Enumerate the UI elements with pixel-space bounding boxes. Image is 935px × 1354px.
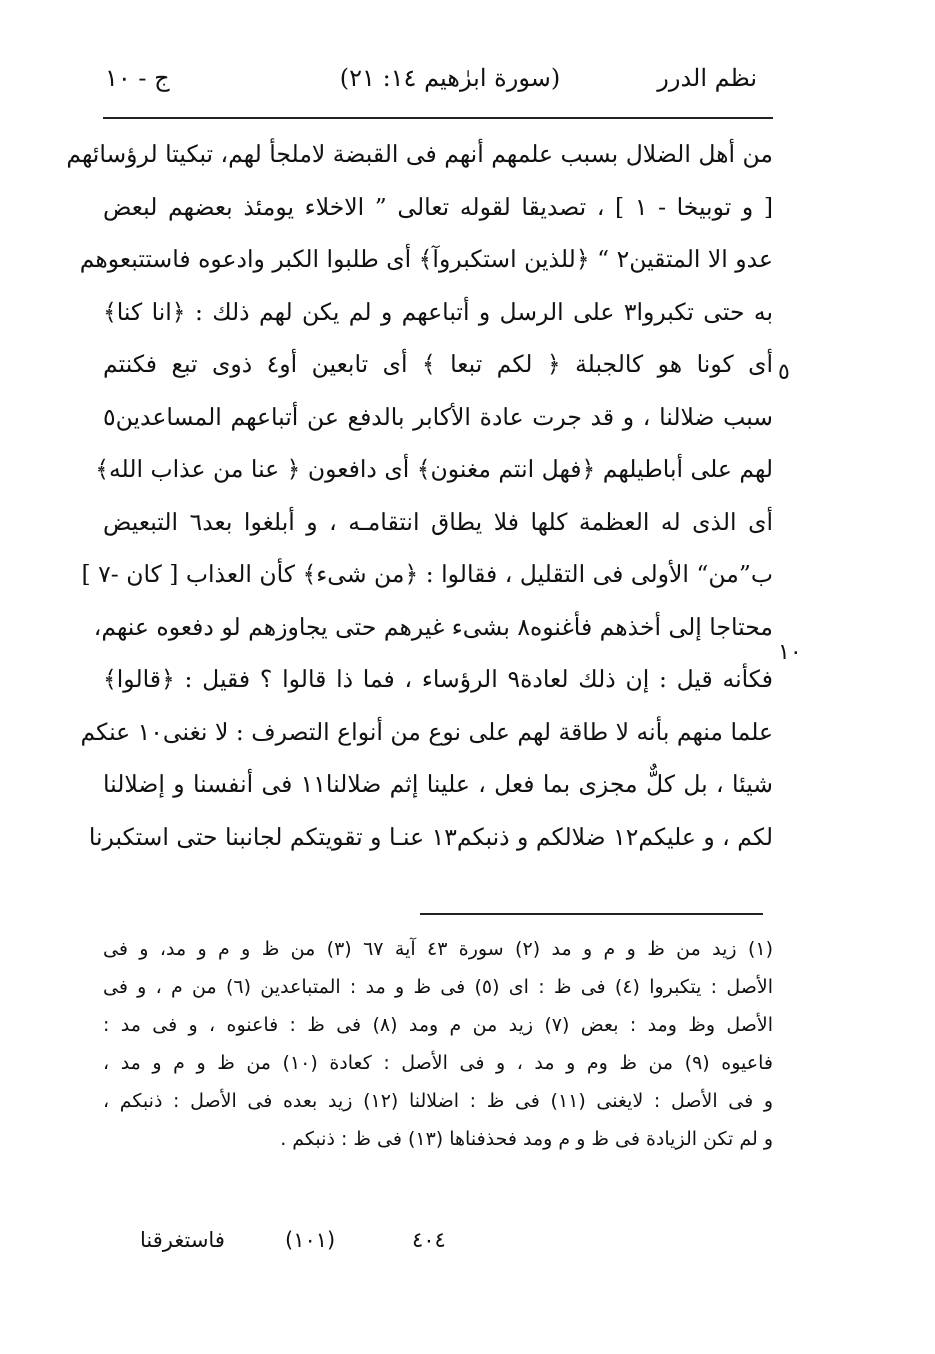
text-line: من أهل الضلال بسبب علمهم أنهم فى القبضة لاملجأ لهم، تبكيتا لرؤسائهم xyxy=(66,140,773,168)
volume-number: ج - ١٠ xyxy=(105,64,170,92)
signature-mark: (١٠١) xyxy=(285,1228,336,1252)
catchword: فاستغرقنا xyxy=(140,1228,225,1252)
main-text xyxy=(66,128,774,863)
page-number: ٤٠٤ xyxy=(412,1228,446,1252)
line-number-5: ٥ xyxy=(778,360,790,385)
text-line: علما منهم بأنه لا طاقة لهم على نوع من أنواع التصرف : لا نغنى١٠ عنكم xyxy=(80,717,773,746)
book-title: نظم الدرر xyxy=(657,64,757,92)
text-line: ب”من“ الأولى فى التقليل ، فقالوا : ﴿من شىء﴾ كأن العذاب [ كان -٧ ] xyxy=(81,560,773,588)
text-line: عدو الا المتقين٢ “ ﴿للذين استكبروآ﴾ أى طلبوا الكبر وادعوه فاستتبعوهم xyxy=(79,245,773,273)
line-number-10: ١٠ xyxy=(778,640,802,665)
footnote-rule xyxy=(420,913,763,915)
header-rule xyxy=(103,117,773,119)
footnote-line: و لم تكن الزيادة فى ظ و م ومد فحذفناها (١٣) فى ظ : ذنبكم . xyxy=(280,1128,773,1150)
text-line: [ و توبيخا - ١ ] ، تصديقا لقوله تعالى ” الاخلاء يومئذ بعضهم لبعض xyxy=(103,192,774,221)
footnote-line: الأصل وظ ومد : بعض (٧) زيد من م ومد (٨) فى ظ : فاعنوه ، و فى مد : xyxy=(103,1014,773,1036)
text-line: به حتى تكبروا٣ على الرسل و أتباعهم و لم يكن لهم ذلك : ﴿انا كنا﴾ xyxy=(103,297,773,326)
footnote-line: فاعيوه (٩) من ظ وم و مد ، و فى الأصل : كعادة (١٠) من ظ و م و مد ، xyxy=(103,1052,773,1074)
text-line: لهم على أباطيلهم ﴿فهل انتم مغنون﴾ أى دافعون ﴿ عنا من عذاب الله﴾ xyxy=(95,455,773,483)
text-line: شيئا ، بل كلٌّ مجزى بما فعل ، علينا إثم ضلالنا١١ فى أنفسنا و إضلالنا xyxy=(103,770,773,798)
surah-reference: (سورة ابرٰهيم ١٤: ٢١) xyxy=(339,64,561,92)
text-line: أى الذى له العظمة كلها فلا يطاق انتقامـه ، و أبلغوا بعد٦ التبعيض xyxy=(103,507,774,536)
text-line: فكأنه قيل : إن ذلك لعادة٩ الرؤساء ، فما ذا قالوا ؟ فقيل : ﴿قالوا﴾ xyxy=(103,665,773,693)
text-line: أى كونا هو كالجبلة ﴿ لكم تبعا ﴾ أى تابعين أو٤ ذوى تبع فكنتم xyxy=(103,350,774,378)
footnote-line: (١) زيد من ظ و م و مد (٢) سورة ٤٣ آية ٦٧ (٣) من ظ و م و مد، و فى xyxy=(103,938,774,960)
footnote-line: الأصل : يتكبروا (٤) فى ظ : اى (٥) فى ظ و مد : المتباعدين (٦) من م ، و فى xyxy=(103,976,773,998)
text-line: لكم ، و عليكم١٢ ضلالكم و ذنبكم١٣ عنـا و تقويتكم لجانبنا حتى استكبرنا xyxy=(88,822,773,851)
footnote-line: و فى الأصل : لايغنى (١١) فى ظ : اضلالنا (١٢) زيد بعده فى الأصل : ذنبكم ، xyxy=(103,1090,774,1112)
footnotes xyxy=(103,930,773,1158)
text-line: محتاجا إلى أخذهم فأغنوه٨ بشىء غيرهم حتى يجاوزهم لو دفعوه عنهم، xyxy=(93,612,773,641)
text-line: سبب ضلالنا ، و قد جرت عادة الأكابر بالدفع عن أتباعهم المساعدين٥ xyxy=(103,402,773,431)
